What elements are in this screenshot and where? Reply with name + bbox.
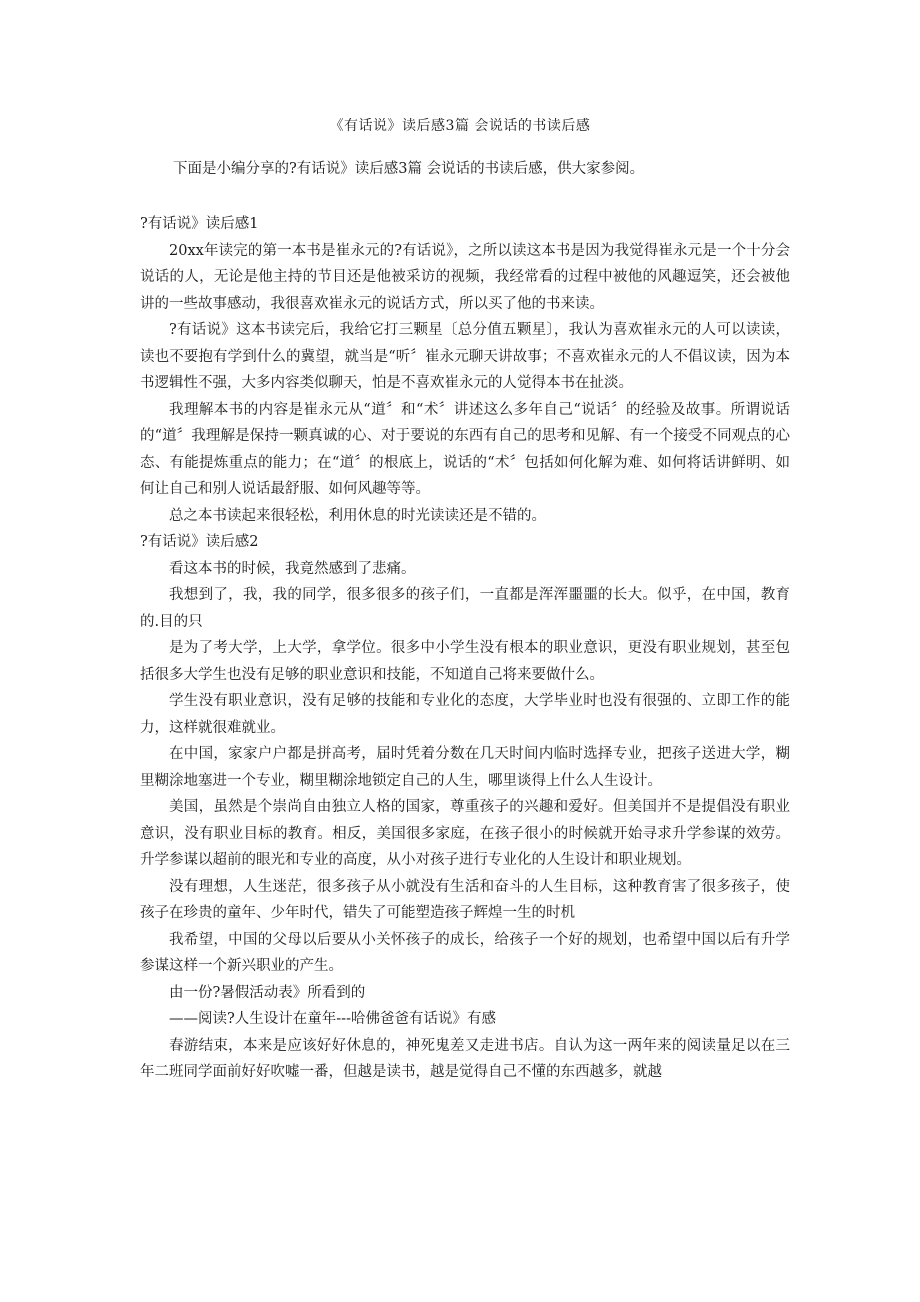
section-heading: ?有话说》读后感1 (140, 216, 259, 232)
body-paragraph: 学生没有职业意识，没有足够的技能和专业化的态度，大学毕业时也没有很强的、立即工作的能力，这样就很难就业。 (140, 693, 790, 736)
body-paragraph: 20xx年读完的第一本书是崔永元的?有话说》，之所以读这本书是因为我觉得崔永元是一个十分会说话的人，无论是他主持的节目还是他被采访的视频，我经常看的过程中被他的风趣逗笑，还会被他讲的一些故事感动，我很喜欢崔永元的说话方式，所以买了他的书来读。 (140, 242, 790, 312)
section-heading: ?有话说》读后感2 (140, 534, 259, 550)
body-paragraph: 我理解本书的内容是崔永元从“道〞和“术〞讲述这么多年自己“说话〞的经验及故事。所谓说话的“道〞我理解是保持一颗真诚的心、对于要说的东西有自己的思考和见解、有一个接受不同观点的心态、有能提炼重点的能力；在“道〞的根底上，说话的“术〞包括如何化解为难、如何将话讲鲜明、如何让自己和别人说话最舒服、如何风趣等等。 (140, 401, 790, 497)
document-title: 《有话说》读后感3篇 会说话的书读后感 (329, 118, 591, 134)
body-paragraph: 是为了考大学，上大学，拿学位。很多中小学生没有根本的职业意识，更没有职业规划，甚至包括很多大学生也没有足够的职业意识和技能，不知道自己将来要做什么。 (140, 640, 790, 683)
body-paragraph: 由一份?暑假活动表》所看到的 (169, 984, 366, 1001)
body-paragraph: 我希望，中国的父母以后要从小关怀孩子的成长，给孩子一个好的规划，也希望中国以后有升学参谋这样一个新兴职业的产生。 (140, 931, 790, 974)
intro-paragraph: 下面是小编分享的?有话说》读后感3篇 会说话的书读后感，供大家参阅。 (173, 161, 645, 177)
body-paragraph: ?有话说》这本书读完后，我给它打三颗星〔总分值五颗星〕，我认为喜欢崔永元的人可以读读，读也不要抱有学到什么的冀望，就当是“听〞崔永元聊天讲故事；不喜欢崔永元的人不倡议读，因为本书逻辑性不强，大多内容类似聊天，怕是不喜欢崔永元的人觉得本书在扯淡。 (140, 322, 790, 391)
body-paragraph: 在中国，家家户户都是拼高考，届时凭着分数在几天时间内临时选择专业，把孩子送进大学，糊里糊涂地塞进一个专业，糊里糊涂地锁定自己的人生，哪里谈得上什么人生设计。 (140, 746, 790, 789)
body-paragraph: 看这本书的时候，我竟然感到了悲痛。 (169, 560, 416, 577)
body-paragraph: ——阅读?人生设计在童年---哈佛爸爸有话说》有感 (169, 1011, 496, 1027)
document-body (140, 211, 790, 1086)
body-paragraph: 总之本书读起来很轻松，利用休息的时光读读还是不错的。 (169, 507, 546, 524)
body-paragraph: 美国，虽然是个崇尚自由独立人格的国家，尊重孩子的兴趣和爱好。但美国并不是提倡没有职业意识，没有职业目标的教育。相反，美国很多家庭，在孩子很小的时候就开始寻求升学参谋的效劳。升学参谋以超前的眼光和专业的高度，从小对孩子进行专业化的人生设计和职业规划。 (140, 799, 790, 868)
body-paragraph: 我想到了，我，我的同学，很多很多的孩子们，一直都是浑浑噩噩的长大。似乎，在中国，教育的.目的只 (140, 587, 790, 630)
body-paragraph: 春游结束，本来是应该好好休息的，神死鬼差又走进书店。自认为这一两年来的阅读量足以在三年二班同学面前好好吹嘘一番，但越是读书，越是觉得自己不懂的东西越多，就越 (140, 1037, 790, 1080)
body-paragraph: 没有理想，人生迷茫，很多孩子从小就没有生活和奋斗的人生目标，这种教育害了很多孩子，使孩子在珍贵的童年、少年时代，错失了可能塑造孩子辉煌一生的时机 (140, 878, 790, 921)
